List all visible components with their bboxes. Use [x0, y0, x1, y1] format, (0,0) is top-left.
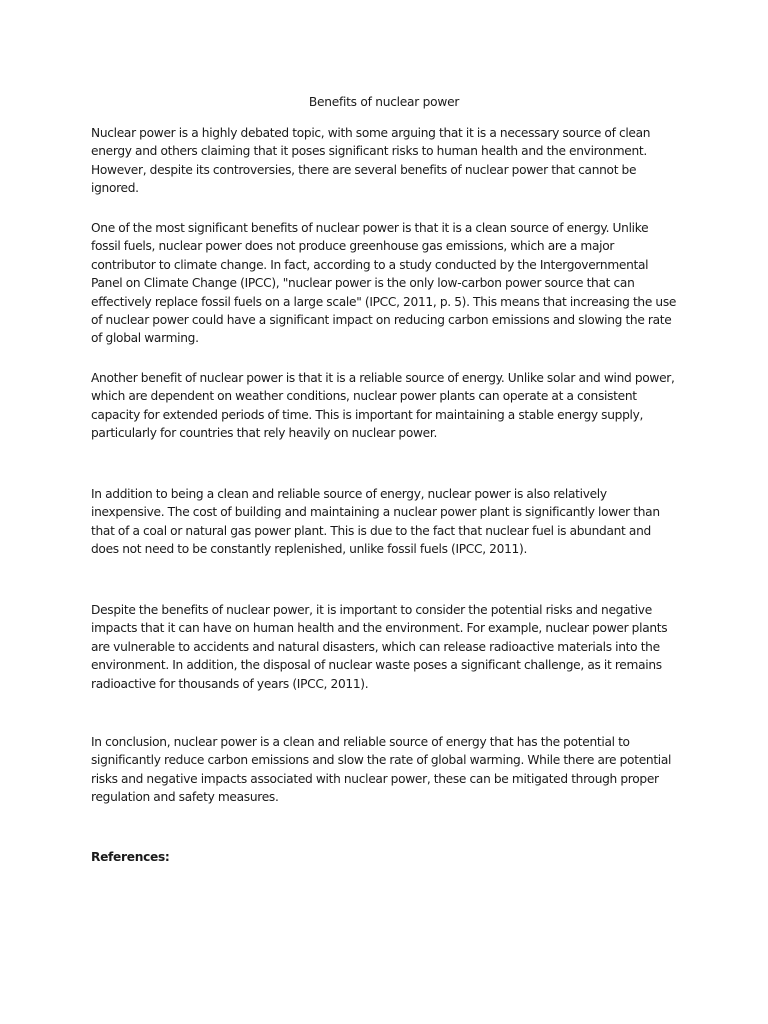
document-title: Benefits of nuclear power [308, 95, 460, 109]
paragraph-clean-energy: One of the most significant benefits of nuclear power is that it is a clean source of energy. Unlike fossil fuels, nuclear power does not produce greenhouse gas emissions, which are a major contributor to climate change. In fact, according to a study conducted by the Intergovernmental Panel on Climate Change (IPCC), "nuclear power is the only low-carbon power source that can effectively replace fossil fuels on a large scale" (IPCC, 2011, p. 5). This means that increasing the use of nuclear power could have a significant impact on reducing carbon emissions and slowing the rate of global warming. [91, 221, 677, 346]
paragraph-reliability: Another benefit of nuclear power is that it is a reliable source of energy. Unlike solar and wind power, which are dependent on weather conditions, nuclear power plants can operate at a consistent capacity for extended periods of time. This is important for maintaining a stable energy supply, particularly for countries that rely heavily on nuclear power. [91, 371, 675, 441]
paragraph-risks: Despite the benefits of nuclear power, it is important to consider the potential risks and negative impacts that it can have on human health and the environment. For example, nuclear power plants are vulnerable to accidents and natural disasters, which can release radioactive materials into the environment. In addition, the disposal of nuclear waste poses a significant challenge, as it remains radioactive for thousands of years (IPCC, 2011). [91, 603, 668, 691]
references-heading: References: [91, 850, 170, 864]
paragraph-conclusion: In conclusion, nuclear power is a clean and reliable source of energy that has the potential to significantly reduce carbon emissions and slow the rate of global warming. While there are potential risks and negative impacts associated with nuclear power, these can be mitigated through proper regulation and safety measures. [91, 735, 672, 805]
paragraph-introduction: Nuclear power is a highly debated topic, with some arguing that it is a necessary source of clean energy and others claiming that it poses significant risks to human health and the environment. However, despite its controversies, there are several benefits of nuclear power that cannot be ignored. [91, 126, 651, 196]
paragraph-cost: In addition to being a clean and reliable source of energy, nuclear power is also relatively inexpensive. The cost of building and maintaining a nuclear power plant is significantly lower than that of a coal or natural gas power plant. This is due to the fact that nuclear fuel is abundant and does not need to be constantly replenished, unlike fossil fuels (IPCC, 2011). [91, 487, 660, 557]
